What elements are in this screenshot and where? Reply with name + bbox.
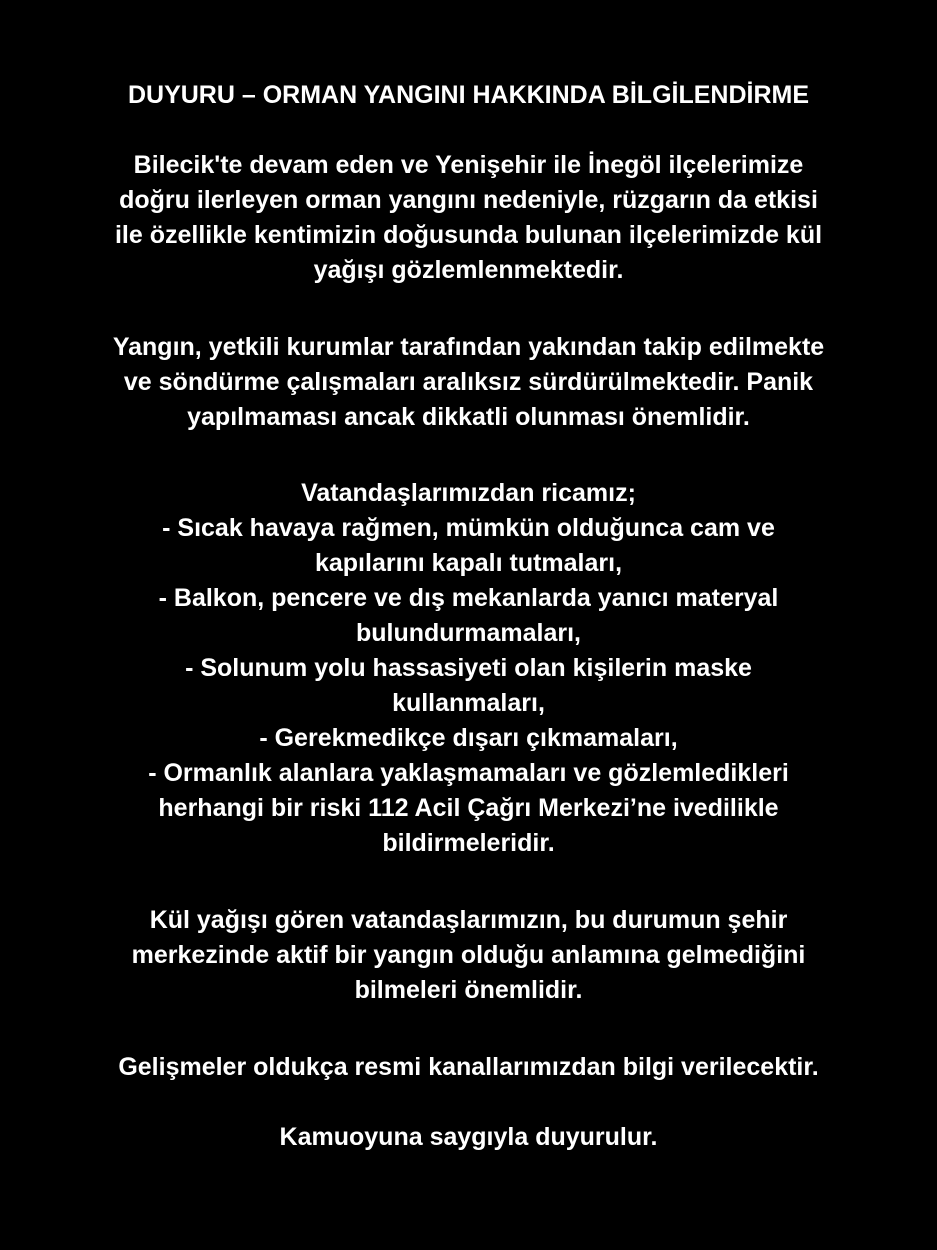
paragraph1-line: doğru ilerleyen orman yangını nedeniyle, rüzgarın da etkisi xyxy=(119,186,818,214)
request-line: kullanmaları, xyxy=(392,689,545,717)
paragraph1-line: ile özellikle kentimizin doğusunda bulunan ilçelerimizde kül xyxy=(114,221,823,249)
paragraph2-line: Yangın, yetkili kurumlar tarafından yakından takip edilmekte xyxy=(112,333,825,361)
paragraph3-line: Kül yağışı gören vatandaşlarımızın, bu durumun şehir xyxy=(149,906,788,934)
paragraph2-line: yapılmaması ancak dikkatli olunması önemlidir. xyxy=(187,403,750,431)
requests-heading: Vatandaşlarımızdan ricamız; xyxy=(301,479,636,507)
announcement-title: DUYURU – ORMAN YANGINI HAKKINDA BİLGİLENDİRME xyxy=(127,81,810,109)
paragraph1-line: Bilecik'te devam eden ve Yenişehir ile İnegöl ilçelerimize xyxy=(133,151,804,179)
paragraph1-line: yağışı gözlemlenmektedir. xyxy=(313,256,624,284)
request-line: bulundurmamaları, xyxy=(355,619,582,647)
closing-line: Kamuoyuna saygıyla duyurulur. xyxy=(279,1123,658,1151)
paragraph3-line: bilmeleri önemlidir. xyxy=(354,976,583,1004)
request-line: bildirmeleridir. xyxy=(382,829,555,857)
paragraph3-line: merkezinde aktif bir yangın olduğu anlamına gelmediğini xyxy=(131,941,806,969)
request-line: - Sıcak havaya rağmen, mümkün olduğunca cam ve xyxy=(162,514,775,542)
request-line: herhangi bir riski 112 Acil Çağrı Merkezi’ne ivedilikle xyxy=(158,794,779,822)
request-line: kapılarını kapalı tutmaları, xyxy=(314,549,623,577)
request-line: - Gerekmedikçe dışarı çıkmamaları, xyxy=(259,724,678,752)
request-line: - Solunum yolu hassasiyeti olan kişilerin maske xyxy=(185,654,752,682)
request-line: - Balkon, pencere ve dış mekanlarda yanıcı materyal xyxy=(158,584,779,612)
request-line: - Ormanlık alanlara yaklaşmamaları ve gözlemledikleri xyxy=(148,759,789,787)
paragraph4-line: Gelişmeler oldukça resmi kanallarımızdan bilgi verilecektir. xyxy=(118,1053,819,1081)
paragraph2-line: ve söndürme çalışmaları aralıksız sürdürülmektedir. Panik xyxy=(123,368,814,396)
